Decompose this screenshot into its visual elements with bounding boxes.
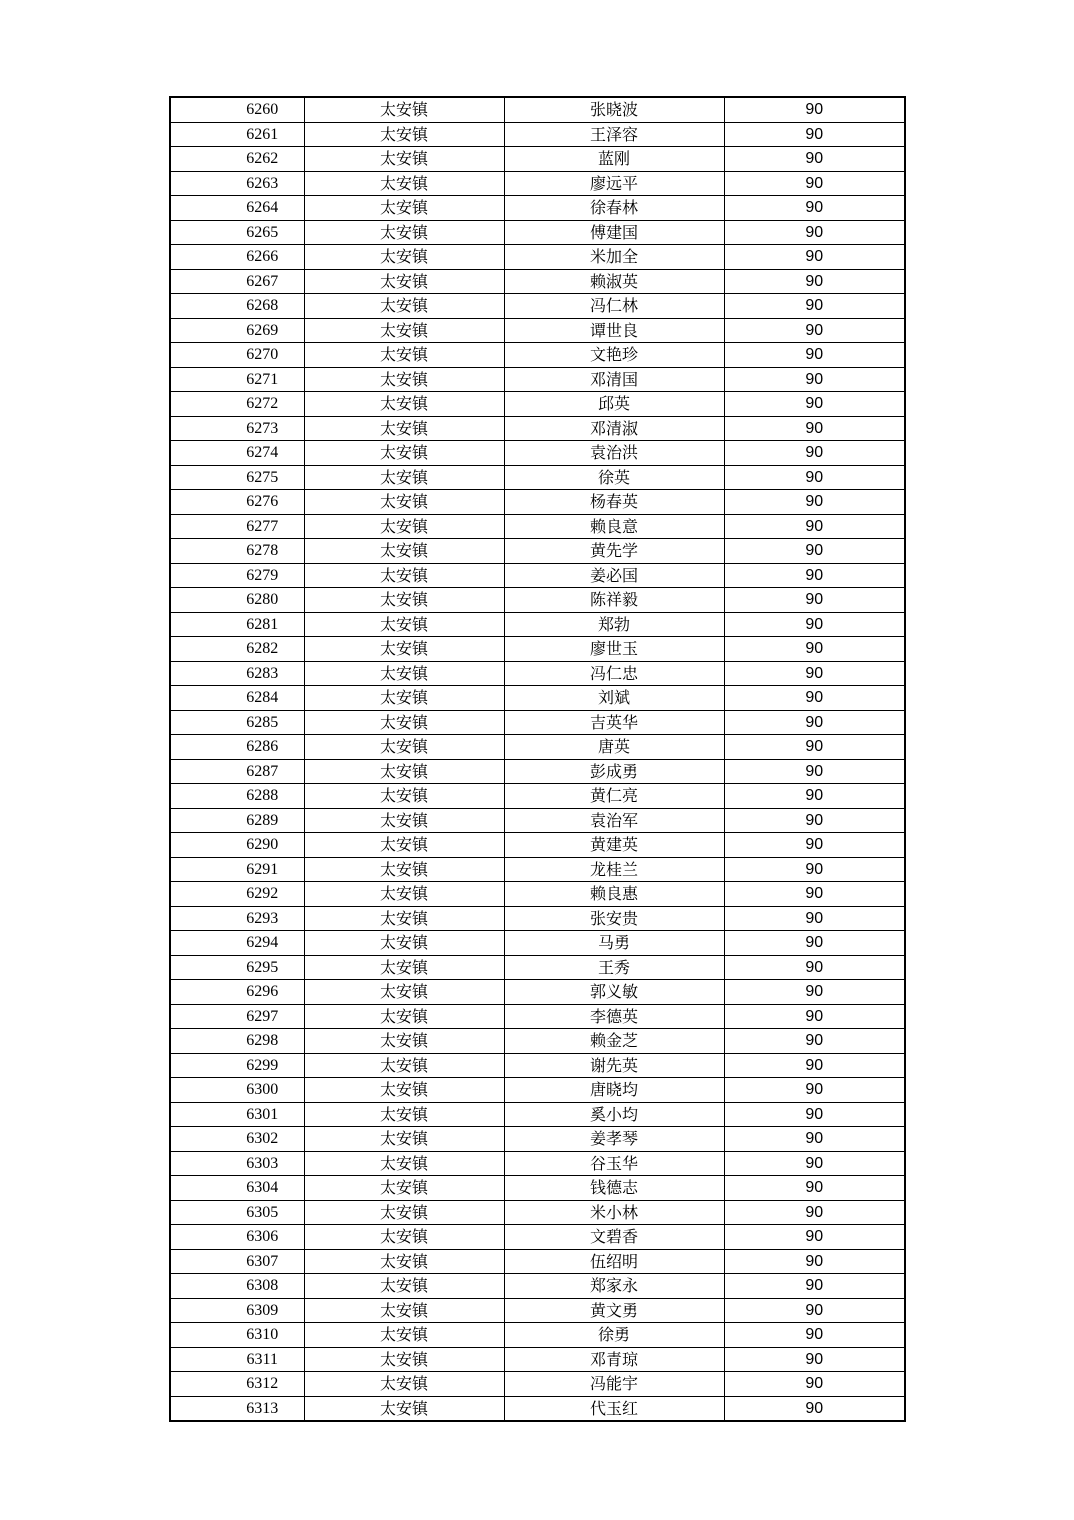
table-row	[170, 686, 905, 711]
cell-score: 90	[724, 97, 905, 122]
cell-serial-number: 6293	[170, 906, 304, 931]
cell-serial-number: 6277	[170, 514, 304, 539]
cell-person-name: 钱德志	[504, 1176, 724, 1201]
cell-town: 太安镇	[304, 1151, 504, 1176]
cell-score: 90	[724, 735, 905, 760]
table-row	[170, 808, 905, 833]
cell-serial-number: 6269	[170, 318, 304, 343]
cell-person-name: 伍绍明	[504, 1249, 724, 1274]
cell-score: 90	[724, 833, 905, 858]
cell-serial-number: 6291	[170, 857, 304, 882]
cell-person-name: 袁治洪	[504, 441, 724, 466]
cell-person-name: 蓝刚	[504, 147, 724, 172]
cell-town: 太安镇	[304, 196, 504, 221]
cell-person-name: 黄仁亮	[504, 784, 724, 809]
cell-score: 90	[724, 441, 905, 466]
cell-score: 90	[724, 318, 905, 343]
cell-serial-number: 6302	[170, 1127, 304, 1152]
table-row	[170, 857, 905, 882]
cell-person-name: 姜孝琴	[504, 1127, 724, 1152]
cell-town: 太安镇	[304, 1274, 504, 1299]
cell-person-name: 徐英	[504, 465, 724, 490]
cell-person-name: 赖良意	[504, 514, 724, 539]
cell-town: 太安镇	[304, 906, 504, 931]
cell-person-name: 徐春林	[504, 196, 724, 221]
cell-score: 90	[724, 1396, 905, 1421]
cell-town: 太安镇	[304, 1347, 504, 1372]
table-row	[170, 539, 905, 564]
cell-town: 太安镇	[304, 1396, 504, 1421]
cell-person-name: 邓清国	[504, 367, 724, 392]
cell-person-name: 郑家永	[504, 1274, 724, 1299]
cell-serial-number: 6280	[170, 588, 304, 613]
cell-serial-number: 6309	[170, 1298, 304, 1323]
cell-town: 太安镇	[304, 1127, 504, 1152]
table-row	[170, 980, 905, 1005]
table-row	[170, 1053, 905, 1078]
cell-person-name: 李德英	[504, 1004, 724, 1029]
cell-town: 太安镇	[304, 588, 504, 613]
cell-score: 90	[724, 661, 905, 686]
cell-serial-number: 6300	[170, 1078, 304, 1103]
table-row	[170, 367, 905, 392]
cell-serial-number: 6271	[170, 367, 304, 392]
cell-person-name: 姜必国	[504, 563, 724, 588]
cell-serial-number: 6308	[170, 1274, 304, 1299]
table-row	[170, 784, 905, 809]
cell-score: 90	[724, 490, 905, 515]
cell-score: 90	[724, 1274, 905, 1299]
cell-person-name: 傅建国	[504, 220, 724, 245]
cell-serial-number: 6298	[170, 1029, 304, 1054]
cell-score: 90	[724, 1249, 905, 1274]
cell-score: 90	[724, 171, 905, 196]
table-row	[170, 735, 905, 760]
table-row	[170, 1127, 905, 1152]
table-row	[170, 1225, 905, 1250]
cell-serial-number: 6282	[170, 637, 304, 662]
table-row	[170, 1004, 905, 1029]
cell-person-name: 赖金芝	[504, 1029, 724, 1054]
cell-serial-number: 6266	[170, 245, 304, 270]
cell-serial-number: 6264	[170, 196, 304, 221]
table-row	[170, 147, 905, 172]
cell-score: 90	[724, 539, 905, 564]
cell-serial-number: 6305	[170, 1200, 304, 1225]
cell-town: 太安镇	[304, 318, 504, 343]
cell-town: 太安镇	[304, 808, 504, 833]
cell-score: 90	[724, 955, 905, 980]
cell-person-name: 郭义敏	[504, 980, 724, 1005]
table-row	[170, 1249, 905, 1274]
cell-serial-number: 6311	[170, 1347, 304, 1372]
table-row	[170, 1176, 905, 1201]
table-row	[170, 1151, 905, 1176]
cell-town: 太安镇	[304, 539, 504, 564]
table-row	[170, 294, 905, 319]
cell-serial-number: 6275	[170, 465, 304, 490]
cell-score: 90	[724, 367, 905, 392]
table-row	[170, 906, 905, 931]
cell-person-name: 彭成勇	[504, 759, 724, 784]
table-row	[170, 759, 905, 784]
table-row	[170, 1078, 905, 1103]
cell-serial-number: 6310	[170, 1323, 304, 1348]
cell-person-name: 马勇	[504, 931, 724, 956]
cell-person-name: 奚小均	[504, 1102, 724, 1127]
table-row	[170, 514, 905, 539]
cell-serial-number: 6289	[170, 808, 304, 833]
cell-serial-number: 6260	[170, 97, 304, 122]
cell-serial-number: 6297	[170, 1004, 304, 1029]
cell-score: 90	[724, 343, 905, 368]
cell-person-name: 米加全	[504, 245, 724, 270]
cell-serial-number: 6290	[170, 833, 304, 858]
cell-person-name: 杨春英	[504, 490, 724, 515]
cell-score: 90	[724, 1200, 905, 1225]
cell-serial-number: 6265	[170, 220, 304, 245]
table-row	[170, 441, 905, 466]
cell-town: 太安镇	[304, 882, 504, 907]
cell-score: 90	[724, 416, 905, 441]
cell-town: 太安镇	[304, 661, 504, 686]
cell-score: 90	[724, 1127, 905, 1152]
cell-serial-number: 6263	[170, 171, 304, 196]
table-row	[170, 318, 905, 343]
cell-town: 太安镇	[304, 857, 504, 882]
cell-town: 太安镇	[304, 710, 504, 735]
cell-person-name: 龙桂兰	[504, 857, 724, 882]
table-row	[170, 465, 905, 490]
cell-score: 90	[724, 220, 905, 245]
table-row	[170, 661, 905, 686]
cell-person-name: 文碧香	[504, 1225, 724, 1250]
cell-person-name: 王泽容	[504, 122, 724, 147]
cell-town: 太安镇	[304, 1078, 504, 1103]
cell-town: 太安镇	[304, 759, 504, 784]
cell-serial-number: 6279	[170, 563, 304, 588]
cell-score: 90	[724, 1347, 905, 1372]
cell-serial-number: 6287	[170, 759, 304, 784]
cell-score: 90	[724, 147, 905, 172]
table-row	[170, 1396, 905, 1421]
cell-person-name: 吉英华	[504, 710, 724, 735]
cell-score: 90	[724, 465, 905, 490]
table-row	[170, 612, 905, 637]
table-row	[170, 833, 905, 858]
cell-person-name: 徐勇	[504, 1323, 724, 1348]
cell-person-name: 冯能宇	[504, 1372, 724, 1397]
cell-score: 90	[724, 514, 905, 539]
cell-serial-number: 6274	[170, 441, 304, 466]
cell-person-name: 廖远平	[504, 171, 724, 196]
cell-serial-number: 6286	[170, 735, 304, 760]
cell-town: 太安镇	[304, 637, 504, 662]
cell-score: 90	[724, 269, 905, 294]
cell-person-name: 冯仁林	[504, 294, 724, 319]
cell-town: 太安镇	[304, 1053, 504, 1078]
table-row	[170, 269, 905, 294]
cell-town: 太安镇	[304, 465, 504, 490]
cell-score: 90	[724, 1053, 905, 1078]
cell-town: 太安镇	[304, 171, 504, 196]
table-row	[170, 1372, 905, 1397]
cell-person-name: 邓青琼	[504, 1347, 724, 1372]
cell-person-name: 黄建英	[504, 833, 724, 858]
table-row	[170, 97, 905, 122]
cell-serial-number: 6261	[170, 122, 304, 147]
table-row	[170, 931, 905, 956]
cell-town: 太安镇	[304, 955, 504, 980]
cell-person-name: 谷玉华	[504, 1151, 724, 1176]
cell-person-name: 黄先学	[504, 539, 724, 564]
cell-score: 90	[724, 588, 905, 613]
cell-serial-number: 6313	[170, 1396, 304, 1421]
cell-town: 太安镇	[304, 563, 504, 588]
cell-person-name: 黄文勇	[504, 1298, 724, 1323]
table-row	[170, 1298, 905, 1323]
cell-person-name: 王秀	[504, 955, 724, 980]
cell-score: 90	[724, 245, 905, 270]
cell-town: 太安镇	[304, 441, 504, 466]
cell-serial-number: 6278	[170, 539, 304, 564]
cell-serial-number: 6267	[170, 269, 304, 294]
cell-person-name: 陈祥毅	[504, 588, 724, 613]
cell-town: 太安镇	[304, 1298, 504, 1323]
cell-town: 太安镇	[304, 931, 504, 956]
cell-town: 太安镇	[304, 1225, 504, 1250]
table-row	[170, 882, 905, 907]
cell-person-name: 米小林	[504, 1200, 724, 1225]
cell-serial-number: 6303	[170, 1151, 304, 1176]
table-row	[170, 245, 905, 270]
cell-score: 90	[724, 882, 905, 907]
cell-town: 太安镇	[304, 220, 504, 245]
cell-score: 90	[724, 1323, 905, 1348]
cell-serial-number: 6272	[170, 392, 304, 417]
cell-score: 90	[724, 1151, 905, 1176]
cell-score: 90	[724, 1372, 905, 1397]
roster-table	[169, 96, 906, 1422]
cell-person-name: 廖世玉	[504, 637, 724, 662]
cell-score: 90	[724, 784, 905, 809]
cell-town: 太安镇	[304, 1372, 504, 1397]
table-row	[170, 1274, 905, 1299]
cell-score: 90	[724, 122, 905, 147]
cell-town: 太安镇	[304, 1102, 504, 1127]
cell-score: 90	[724, 392, 905, 417]
cell-score: 90	[724, 906, 905, 931]
cell-town: 太安镇	[304, 294, 504, 319]
table-row	[170, 122, 905, 147]
cell-serial-number: 6299	[170, 1053, 304, 1078]
cell-score: 90	[724, 1176, 905, 1201]
cell-town: 太安镇	[304, 1249, 504, 1274]
cell-person-name: 刘斌	[504, 686, 724, 711]
cell-serial-number: 6307	[170, 1249, 304, 1274]
cell-score: 90	[724, 1029, 905, 1054]
table-row	[170, 955, 905, 980]
cell-town: 太安镇	[304, 1029, 504, 1054]
table-row	[170, 563, 905, 588]
table-row	[170, 220, 905, 245]
cell-serial-number: 6270	[170, 343, 304, 368]
cell-town: 太安镇	[304, 147, 504, 172]
cell-town: 太安镇	[304, 686, 504, 711]
cell-town: 太安镇	[304, 245, 504, 270]
cell-score: 90	[724, 563, 905, 588]
cell-town: 太安镇	[304, 833, 504, 858]
cell-serial-number: 6288	[170, 784, 304, 809]
cell-town: 太安镇	[304, 343, 504, 368]
cell-town: 太安镇	[304, 367, 504, 392]
cell-serial-number: 6301	[170, 1102, 304, 1127]
cell-serial-number: 6304	[170, 1176, 304, 1201]
cell-person-name: 邱英	[504, 392, 724, 417]
cell-person-name: 袁治军	[504, 808, 724, 833]
cell-score: 90	[724, 857, 905, 882]
cell-town: 太安镇	[304, 416, 504, 441]
cell-person-name: 唐英	[504, 735, 724, 760]
cell-town: 太安镇	[304, 269, 504, 294]
cell-serial-number: 6294	[170, 931, 304, 956]
table-row	[170, 171, 905, 196]
cell-serial-number: 6306	[170, 1225, 304, 1250]
cell-person-name: 赖良惠	[504, 882, 724, 907]
cell-town: 太安镇	[304, 1200, 504, 1225]
table-row	[170, 1347, 905, 1372]
table-row	[170, 1029, 905, 1054]
table-row	[170, 196, 905, 221]
cell-town: 太安镇	[304, 97, 504, 122]
cell-score: 90	[724, 686, 905, 711]
cell-town: 太安镇	[304, 612, 504, 637]
cell-serial-number: 6281	[170, 612, 304, 637]
cell-person-name: 文艳珍	[504, 343, 724, 368]
cell-town: 太安镇	[304, 735, 504, 760]
cell-person-name: 冯仁忠	[504, 661, 724, 686]
cell-person-name: 唐晓均	[504, 1078, 724, 1103]
cell-person-name: 谢先英	[504, 1053, 724, 1078]
cell-town: 太安镇	[304, 980, 504, 1005]
cell-score: 90	[724, 1102, 905, 1127]
table-row	[170, 1200, 905, 1225]
cell-score: 90	[724, 931, 905, 956]
cell-score: 90	[724, 980, 905, 1005]
cell-serial-number: 6276	[170, 490, 304, 515]
cell-serial-number: 6283	[170, 661, 304, 686]
cell-score: 90	[724, 1225, 905, 1250]
cell-person-name: 谭世良	[504, 318, 724, 343]
cell-score: 90	[724, 637, 905, 662]
cell-person-name: 邓清淑	[504, 416, 724, 441]
table-row	[170, 1323, 905, 1348]
cell-person-name: 张安贵	[504, 906, 724, 931]
cell-town: 太安镇	[304, 122, 504, 147]
table-row	[170, 343, 905, 368]
table-row	[170, 637, 905, 662]
cell-serial-number: 6273	[170, 416, 304, 441]
cell-score: 90	[724, 808, 905, 833]
cell-person-name: 郑勃	[504, 612, 724, 637]
table-row	[170, 710, 905, 735]
cell-score: 90	[724, 196, 905, 221]
roster-table-body	[170, 97, 905, 1421]
cell-score: 90	[724, 710, 905, 735]
cell-serial-number: 6262	[170, 147, 304, 172]
table-row	[170, 588, 905, 613]
cell-town: 太安镇	[304, 1176, 504, 1201]
cell-town: 太安镇	[304, 1004, 504, 1029]
cell-score: 90	[724, 1298, 905, 1323]
table-row	[170, 1102, 905, 1127]
cell-town: 太安镇	[304, 392, 504, 417]
cell-serial-number: 6292	[170, 882, 304, 907]
cell-serial-number: 6295	[170, 955, 304, 980]
table-row	[170, 490, 905, 515]
cell-person-name: 赖淑英	[504, 269, 724, 294]
cell-person-name: 代玉红	[504, 1396, 724, 1421]
cell-serial-number: 6284	[170, 686, 304, 711]
cell-town: 太安镇	[304, 1323, 504, 1348]
table-row	[170, 416, 905, 441]
cell-score: 90	[724, 1004, 905, 1029]
cell-score: 90	[724, 294, 905, 319]
cell-score: 90	[724, 612, 905, 637]
cell-town: 太安镇	[304, 490, 504, 515]
cell-town: 太安镇	[304, 514, 504, 539]
cell-person-name: 张晓波	[504, 97, 724, 122]
cell-serial-number: 6268	[170, 294, 304, 319]
cell-serial-number: 6285	[170, 710, 304, 735]
cell-town: 太安镇	[304, 784, 504, 809]
cell-score: 90	[724, 1078, 905, 1103]
table-row	[170, 392, 905, 417]
cell-serial-number: 6312	[170, 1372, 304, 1397]
cell-serial-number: 6296	[170, 980, 304, 1005]
cell-score: 90	[724, 759, 905, 784]
